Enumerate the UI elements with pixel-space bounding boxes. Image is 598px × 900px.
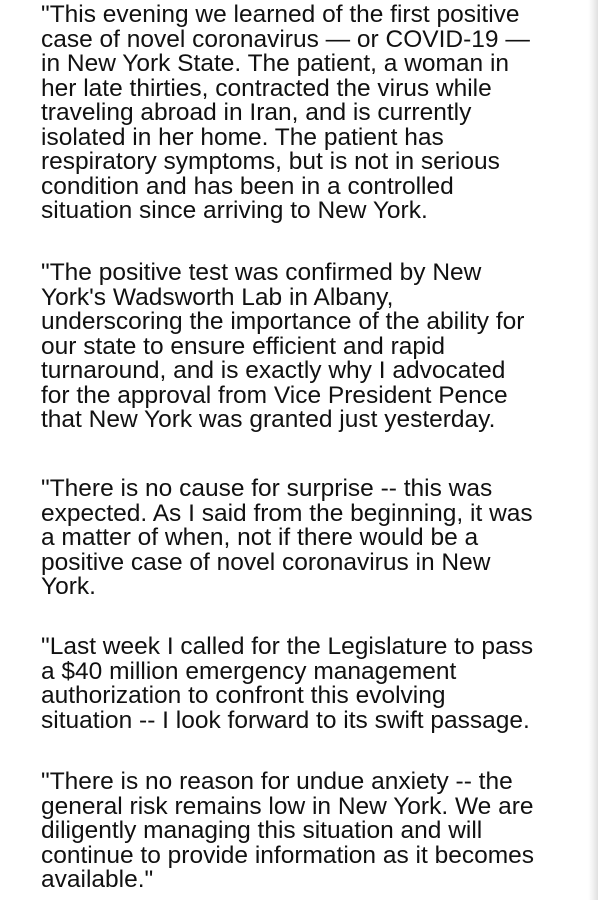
paragraph-line: turnaround, and is exactly why I advocated [41, 357, 506, 384]
paragraph-line: diligently managing this situation and will [41, 817, 483, 844]
paragraph-line: respiratory symptoms, but is not in serious [41, 148, 500, 175]
paragraph-line: case of novel coronavirus — or COVID-19 — [41, 25, 530, 53]
paragraph-line: in New York State. The patient, a woman in [41, 50, 510, 77]
paragraph-line: "The positive test was confirmed by New [41, 259, 482, 286]
paragraph-line: York's Wadsworth Lab in Albany, [41, 283, 394, 311]
paragraph-line: authorization to confront this evolving [41, 682, 446, 709]
paragraph-line: for the approval from Vice President Pence [41, 381, 508, 409]
paragraph-line: "There is no reason for undue anxiety -- the [41, 768, 513, 795]
paragraph-line: underscoring the importance of the ability for [41, 308, 525, 335]
paragraph-4 [41, 635, 589, 733]
paragraph-line: available." [41, 866, 154, 893]
page-edge-shadow [588, 0, 598, 900]
paragraph-line: "Last week I called for the Legislature to pass [41, 633, 534, 660]
paragraph-line: York. [41, 573, 96, 600]
paragraph-1 [41, 3, 589, 224]
paragraph-line: positive case of novel coronavirus in New [41, 548, 491, 576]
paragraph-5 [41, 770, 589, 893]
paragraph-3 [41, 477, 589, 600]
paragraph-line: that New York was granted just yesterday. [41, 406, 496, 433]
paragraph-line: "This evening we learned of the first positive [41, 1, 520, 28]
paragraph-line: situation since arriving to New York. [41, 197, 428, 224]
paragraph-line: her late thirties, contracted the virus while [41, 74, 492, 102]
paragraph-line: isolated in her home. The patient has [41, 123, 444, 151]
paragraph-line: "There is no cause for surprise -- this was [41, 475, 493, 502]
paragraph-line: continue to provide information as it becomes [41, 841, 534, 869]
paragraph-line: condition and has been in a controlled [41, 172, 454, 200]
paragraph-2 [41, 261, 589, 433]
paragraph-line: expected. As I said from the beginning, it was [41, 499, 533, 527]
paragraph-line: our state to ensure efficient and rapid [41, 332, 446, 360]
paragraph-line: situation -- I look forward to its swift passage. [41, 706, 530, 734]
paragraph-line: a matter of when, not if there would be a [41, 524, 479, 551]
paragraph-line: a $40 million emergency management [41, 657, 457, 685]
paragraph-line: traveling abroad in Iran, and is currently [41, 99, 472, 126]
paragraph-line: general risk remains low in New York. We are [41, 792, 534, 820]
